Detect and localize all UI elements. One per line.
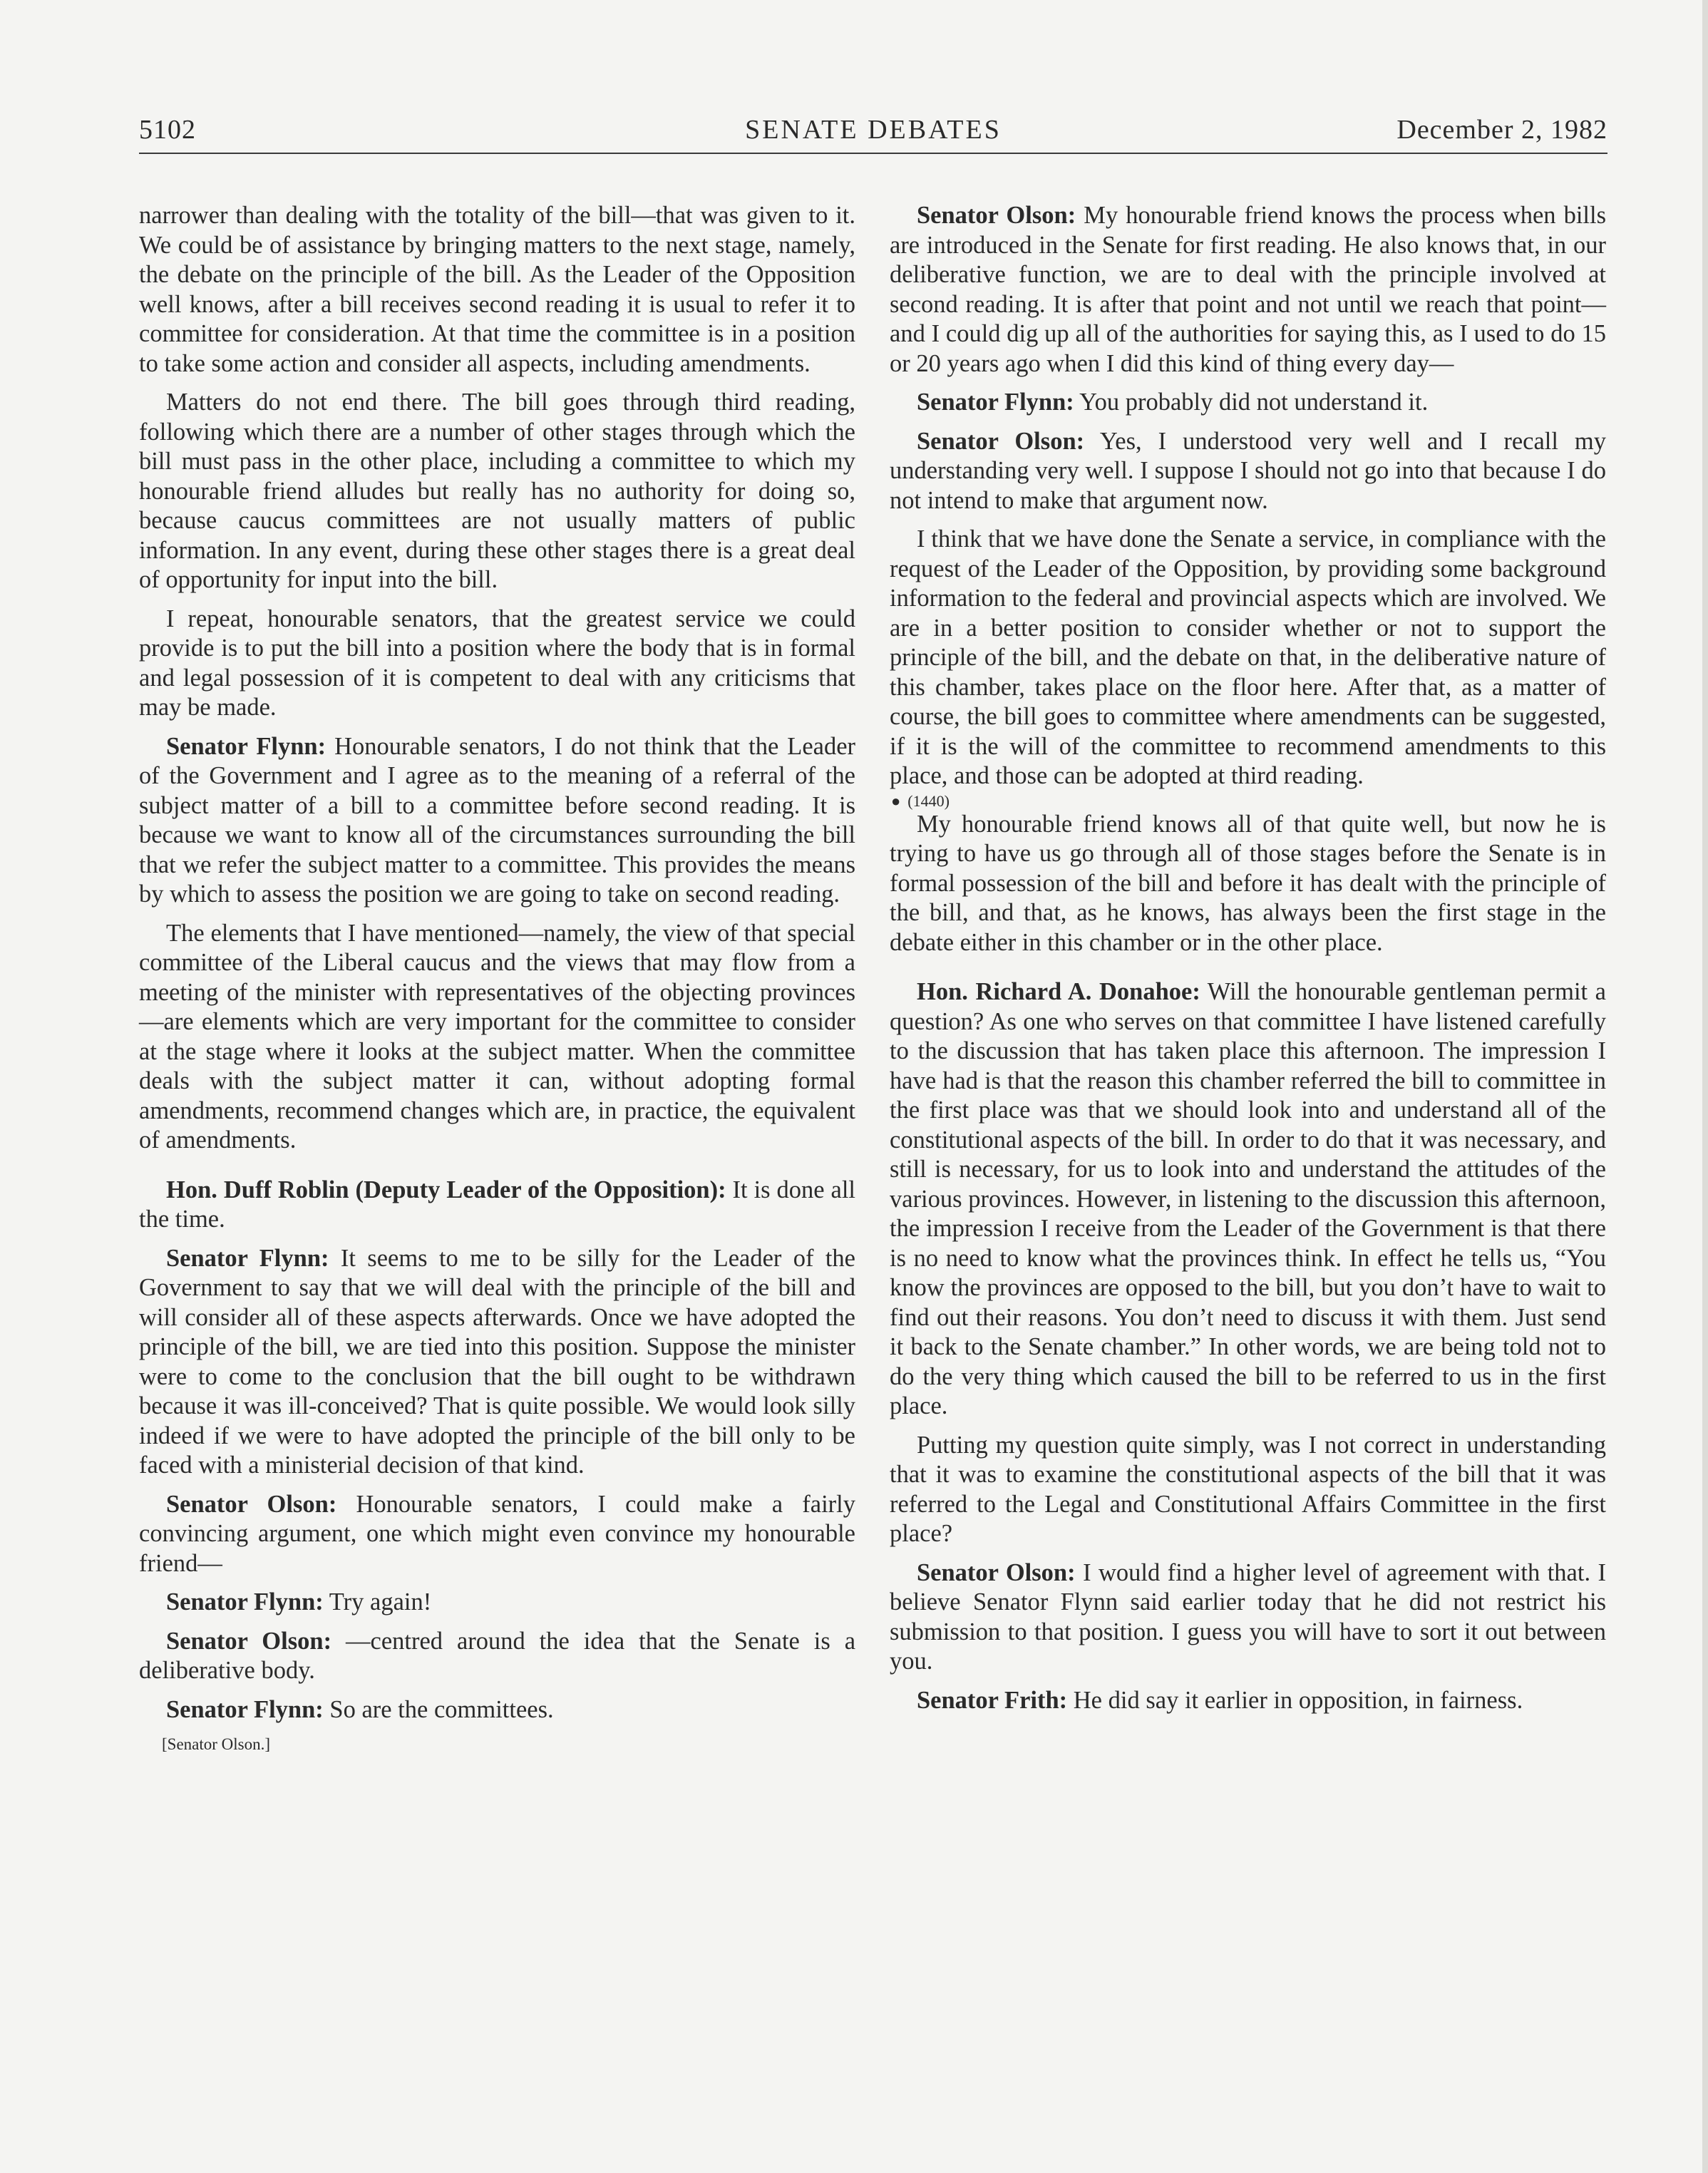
- speaker-name: Senator Olson:: [917, 1558, 1076, 1586]
- speaker-name: Senator Flynn:: [166, 1695, 324, 1723]
- speech: [139, 1588, 855, 1618]
- page-edge: [1702, 0, 1708, 2173]
- speaker-name: Senator Olson:: [917, 202, 1076, 229]
- paragraph: [139, 388, 855, 595]
- speaker-name: Senator Flynn:: [166, 1588, 324, 1615]
- running-footnote: [Senator Olson.]: [162, 1735, 271, 1753]
- speaker-name: Senator Olson:: [917, 427, 1085, 455]
- speech-text: Try again!: [329, 1588, 432, 1615]
- publication-title: SENATE DEBATES: [745, 115, 1002, 145]
- paragraph: [139, 919, 855, 1156]
- speech-text: My honourable friend knows the process when bills are introduced in the Senate for first reading. He also knows that, in our deliberative function, we are to deal with the principle involved at second reading. It is after that point and not until we reach that point—and I could dig up all of the authorities for saying this, as I used to do 15 or 20 years ago when I did this kind of thing every day—: [890, 202, 1607, 377]
- paragraph-text: I repeat, honourable senators, that the greatest service we could provide is to put the bill into a position where the body that is in formal and legal possession of it is competent to deal with any criticisms that may be made.: [139, 605, 855, 721]
- speech: [890, 1686, 1606, 1716]
- speech-text: Will the honourable gentleman permit a question? As one who serves on that committee I have listened carefully to the discussion that has taken place this afternoon. The impression I have had is that the reason this chamber referred the bill to committee in the first place was that we should look into and understand all of the constitutional aspects of the bill. In order to do that it was necessary, and still is necessary, for us to look into and understand the attitudes of the various provinces. However, in listening to the discussion this afternoon, the impression I receive from the Leader of the Government is that there is no need to know what the provinces think. In effect he tells us, “You know the provinces are opposed to the bill, but you don’t have to wait to find out their reasons. You don’t need to discuss it with them. Just send it back to the Senate chamber.” In other words, we are being told not to do the very thing which caused the bill to be referred to us in the first place.: [890, 978, 1606, 1419]
- paragraph-text: narrower than dealing with the totality of the bill—that was given to it. We could be of assistance by bringing matters to the next stage, namely, the debate on the principle of the bill. As the Leader of the Opposition well knows, after a bill receives second reading it is usual to refer it to committee for consideration. At that time the committee is in a position to take some action and consider all aspects, including amendments.: [139, 202, 855, 377]
- speech: [139, 1244, 855, 1481]
- speaker-name: Senator Flynn:: [166, 1244, 329, 1272]
- speech: [890, 388, 1606, 418]
- speech-text: It is done all the time.: [139, 1176, 856, 1233]
- speech: [890, 1558, 1606, 1677]
- speech: [890, 201, 1606, 379]
- timestamp: (1440): [907, 791, 950, 810]
- speech: [139, 1695, 855, 1725]
- speaker-name: Senator Frith:: [917, 1686, 1068, 1714]
- speech-text: —centred around the idea that the Senate is a deliberative body.: [139, 1627, 856, 1684]
- speech-text: Honourable senators, I could make a fairly convincing argument, one which might even convince my honourable friend—: [139, 1490, 856, 1577]
- speech: [139, 1490, 855, 1579]
- speech-text: Yes, I understood very well and I recall my understanding very well. I suppose I should not go into that because I do not intend to make that argument now.: [890, 427, 1606, 514]
- speaker-name: Senator Flynn:: [917, 389, 1074, 416]
- speech-text: You probably did not understand it.: [1079, 389, 1429, 416]
- paragraph: [890, 1431, 1606, 1549]
- speech-text: He did say it earlier in opposition, in fairness.: [1073, 1686, 1523, 1714]
- paragraph: [890, 525, 1606, 791]
- timestamp-marker: [891, 793, 1606, 810]
- page-date: December 2, 1982: [1396, 115, 1607, 145]
- paragraph-text: Matters do not end there. The bill goes through third reading, following which there are a number of other stages through which the bill must pass in the other place, including a committee to which my honourable friend alludes but really has no authority for doing so, because caucus committees are not usually matters of public information. In any event, during these other stages there is a great deal of opportunity for input into the bill.: [139, 389, 855, 593]
- paragraph-text: The elements that I have mentioned—namely, the view of that special committee of the Liberal caucus and the views that may flow from a meeting of the minister with representatives of the objecting provinces—are elements which are very important for the committee to consider at the stage where it looks at the subject matter. When the committee deals with the subject matter it can, without adopting formal amendments, recommend changes which are, in practice, the equivalent of amendments.: [139, 919, 855, 1154]
- speech-text: Honourable senators, I do not think that the Leader of the Government and I agree as to the meaning of a referral of the subject matter of a bill to a committee before second reading. It is because we want to know all of the circumstances surrounding the bill that we refer the subject matter to a committee. This provides the means by which to assess the position we are going to take on second reading.: [139, 732, 855, 908]
- speaker-name: Senator Olson:: [166, 1627, 332, 1655]
- page-number: 5102: [139, 115, 196, 145]
- speech: [890, 977, 1606, 1422]
- speech-text: I would find a higher level of agreement with that. I believe Senator Flynn said earlier today that he did not restrict his submission to that position. I guess you will have to sort it out between you.: [890, 1558, 1607, 1675]
- paragraph: [139, 605, 855, 723]
- paragraph: [139, 201, 855, 379]
- speech: [139, 1627, 855, 1686]
- speaker-name: Senator Olson:: [166, 1490, 337, 1518]
- page-header: [139, 114, 1607, 154]
- speaker-name: Senator Flynn:: [166, 732, 326, 760]
- paragraph-text: My honourable friend knows all of that quite well, but now he is trying to have us go through all of those stages before the Senate is in formal possession of the bill and before it has dealt with the principle of the bill, and that, as he knows, has always been the first stage in the debate either in this chamber or in the other place.: [890, 810, 1606, 956]
- speech: [139, 732, 855, 910]
- paragraph-text: I think that we have done the Senate a service, in compliance with the request of the Leader of the Opposition, by providing some background information to the federal and provincial aspects which are involved. We are in a better position to consider whether or not to support the principle of the bill, and the debate on that, in the deliberative nature of this chamber, takes place on the floor here. After that, as a matter of course, the bill goes to committee where amendments can be suggested, if it is the will of the committee to recommend amendments to this place, and those can be adopted at third reading.: [890, 525, 1606, 789]
- speaker-name: Hon. Duff Roblin (Deputy Leader of the Opposition):: [166, 1176, 726, 1203]
- speech: [890, 427, 1606, 516]
- speech-text: So are the committees.: [329, 1695, 554, 1723]
- paragraph: [890, 810, 1606, 958]
- speech-text: It seems to me to be silly for the Leader of the Government to say that we will deal with the principle of the bill and will consider all of these aspects afterwards. Once we have adopted the principle of the bill, we are tied into this position. Suppose the minister were to come to the conclusion that the bill ought to be withdrawn because it was ill-conceived? That is quite possible. We would look silly indeed if we were to have adopted the principle of the bill only to be faced with a ministerial decision of that kind.: [139, 1244, 855, 1479]
- bullet-icon: ●: [891, 791, 901, 810]
- speech: [139, 1176, 855, 1235]
- header-rule: [139, 153, 1607, 154]
- left-column: [139, 201, 855, 1755]
- speaker-name: Hon. Richard A. Donahoe:: [917, 978, 1200, 1005]
- paragraph-text: Putting my question quite simply, was I not correct in understanding that it was to examine the constitutional aspects of the bill that it was referred to the Legal and Constitutional Affairs Committee in the first place?: [890, 1431, 1606, 1547]
- right-column: [890, 201, 1606, 1725]
